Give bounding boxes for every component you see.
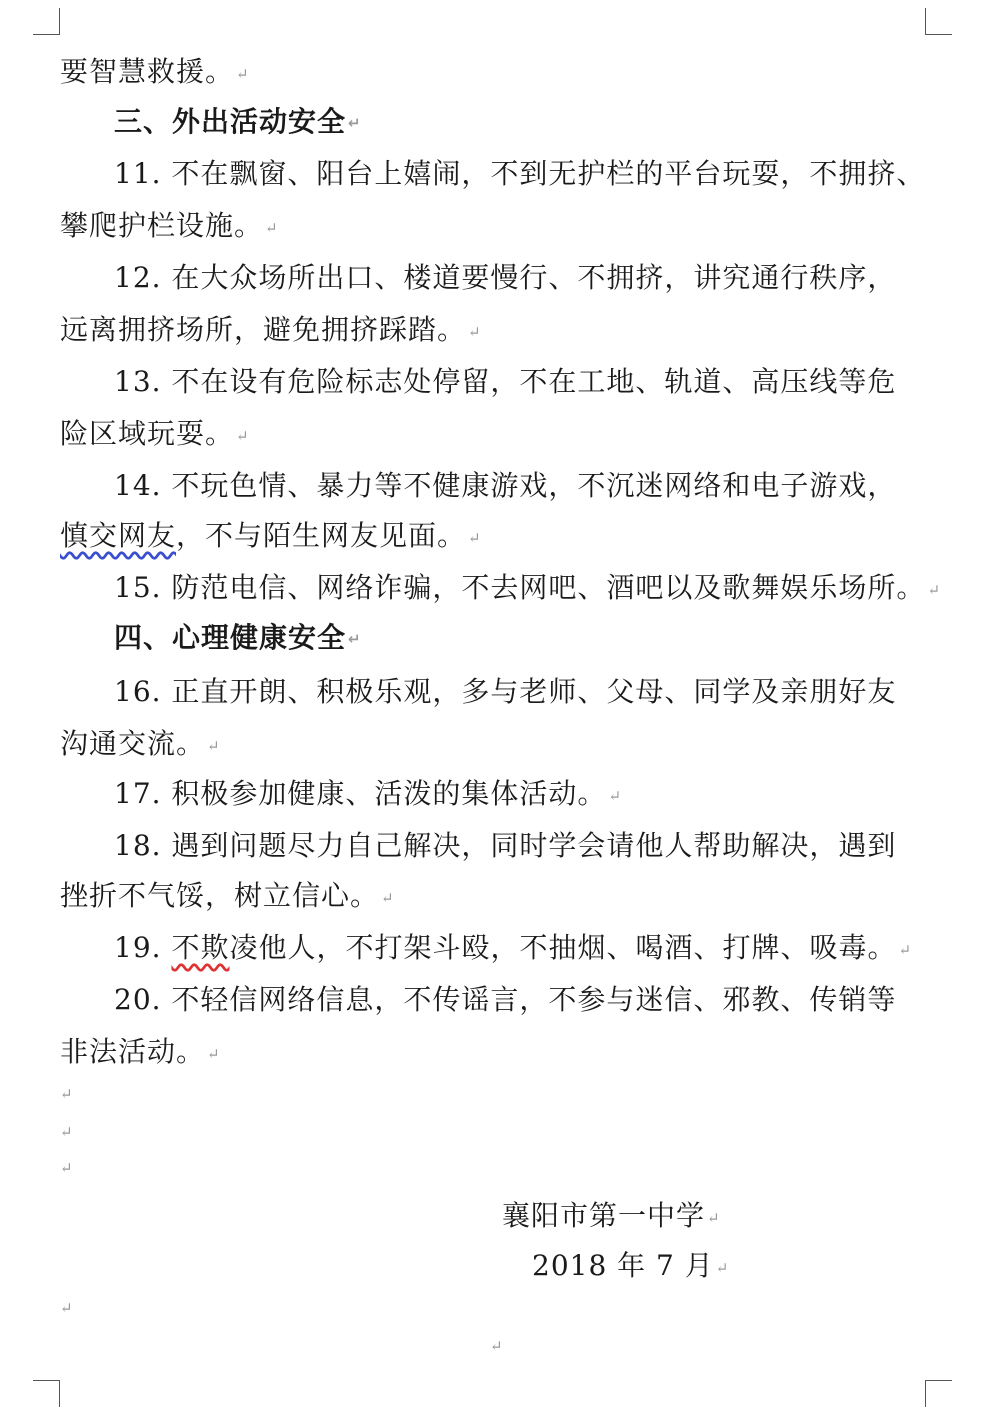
crop-mark-top-right: [925, 8, 952, 35]
crop-mark-top-left: [33, 8, 60, 35]
item-12-line-2: 远离拥挤场所，避免拥挤踩踏。 ↵: [60, 313, 482, 346]
section-heading-3: 三、外出活动安全 ↵: [114, 105, 362, 138]
item-20-line-1: 20. 不轻信网络信息，不传谣言，不参与迷信、邪教、传销等: [114, 983, 897, 1016]
item-16-line-1: 16. 正直开朗、积极乐观，多与老师、父母、同学及亲朋好友: [114, 675, 897, 708]
item-19-line: 19. 不欺凌他人，不打架斗殴，不抽烟、喝酒、打牌、吸毒。 ↵: [114, 931, 913, 964]
item-20-line-2: 非法活动。 ↵: [60, 1035, 221, 1068]
crop-mark-bottom-right: [925, 1380, 952, 1407]
empty-paragraph-mark: ↵: [490, 1337, 503, 1355]
empty-paragraph-mark: ↵: [60, 1299, 73, 1317]
item-14-line-1: 14. 不玩色情、暴力等不健康游戏，不沉迷网络和电子游戏，: [114, 469, 897, 502]
empty-paragraph-mark: ↵: [60, 1123, 73, 1141]
item-14-line-2: 慎交网友，不与陌生网友见面。 ↵: [60, 519, 482, 552]
empty-paragraph-mark: ↵: [60, 1085, 73, 1103]
item-13-line-2: 险区域玩耍。 ↵: [60, 417, 250, 450]
item-18-line-2: 挫折不气馁，树立信心。 ↵: [60, 879, 395, 912]
section-heading-4: 四、心理健康安全 ↵: [114, 621, 362, 654]
item-13-line-1: 13. 不在设有危险标志处停留，不在工地、轨道、高压线等危: [114, 365, 897, 398]
item-16-line-2: 沟通交流。 ↵: [60, 727, 221, 760]
paragraph-line: 要智慧救援。 ↵: [60, 55, 250, 88]
item-17-line: 17. 积极参加健康、活泼的集体活动。 ↵: [114, 777, 623, 810]
crop-mark-bottom-left: [33, 1380, 60, 1407]
item-12-line-1: 12. 在大众场所出口、楼道要慢行、不拥挤，讲究通行秩序，: [114, 261, 897, 294]
item-15-line: 15. 防范电信、网络诈骗，不去网吧、酒吧以及歌舞娱乐场所。 ↵: [114, 571, 942, 604]
empty-paragraph-mark: ↵: [60, 1159, 73, 1177]
signature-date: 2018 年 7 月 ↵: [532, 1249, 730, 1282]
item-11-line-2: 攀爬护栏设施。 ↵: [60, 209, 279, 242]
signature-school: 襄阳市第一中学 ↵: [502, 1199, 721, 1232]
item-11-line-1: 11. 不在飘窗、阳台上嬉闹，不到无护栏的平台玩耍，不拥挤、: [114, 157, 926, 190]
item-18-line-1: 18. 遇到问题尽力自己解决，同时学会请他人帮助解决，遇到: [114, 829, 897, 862]
